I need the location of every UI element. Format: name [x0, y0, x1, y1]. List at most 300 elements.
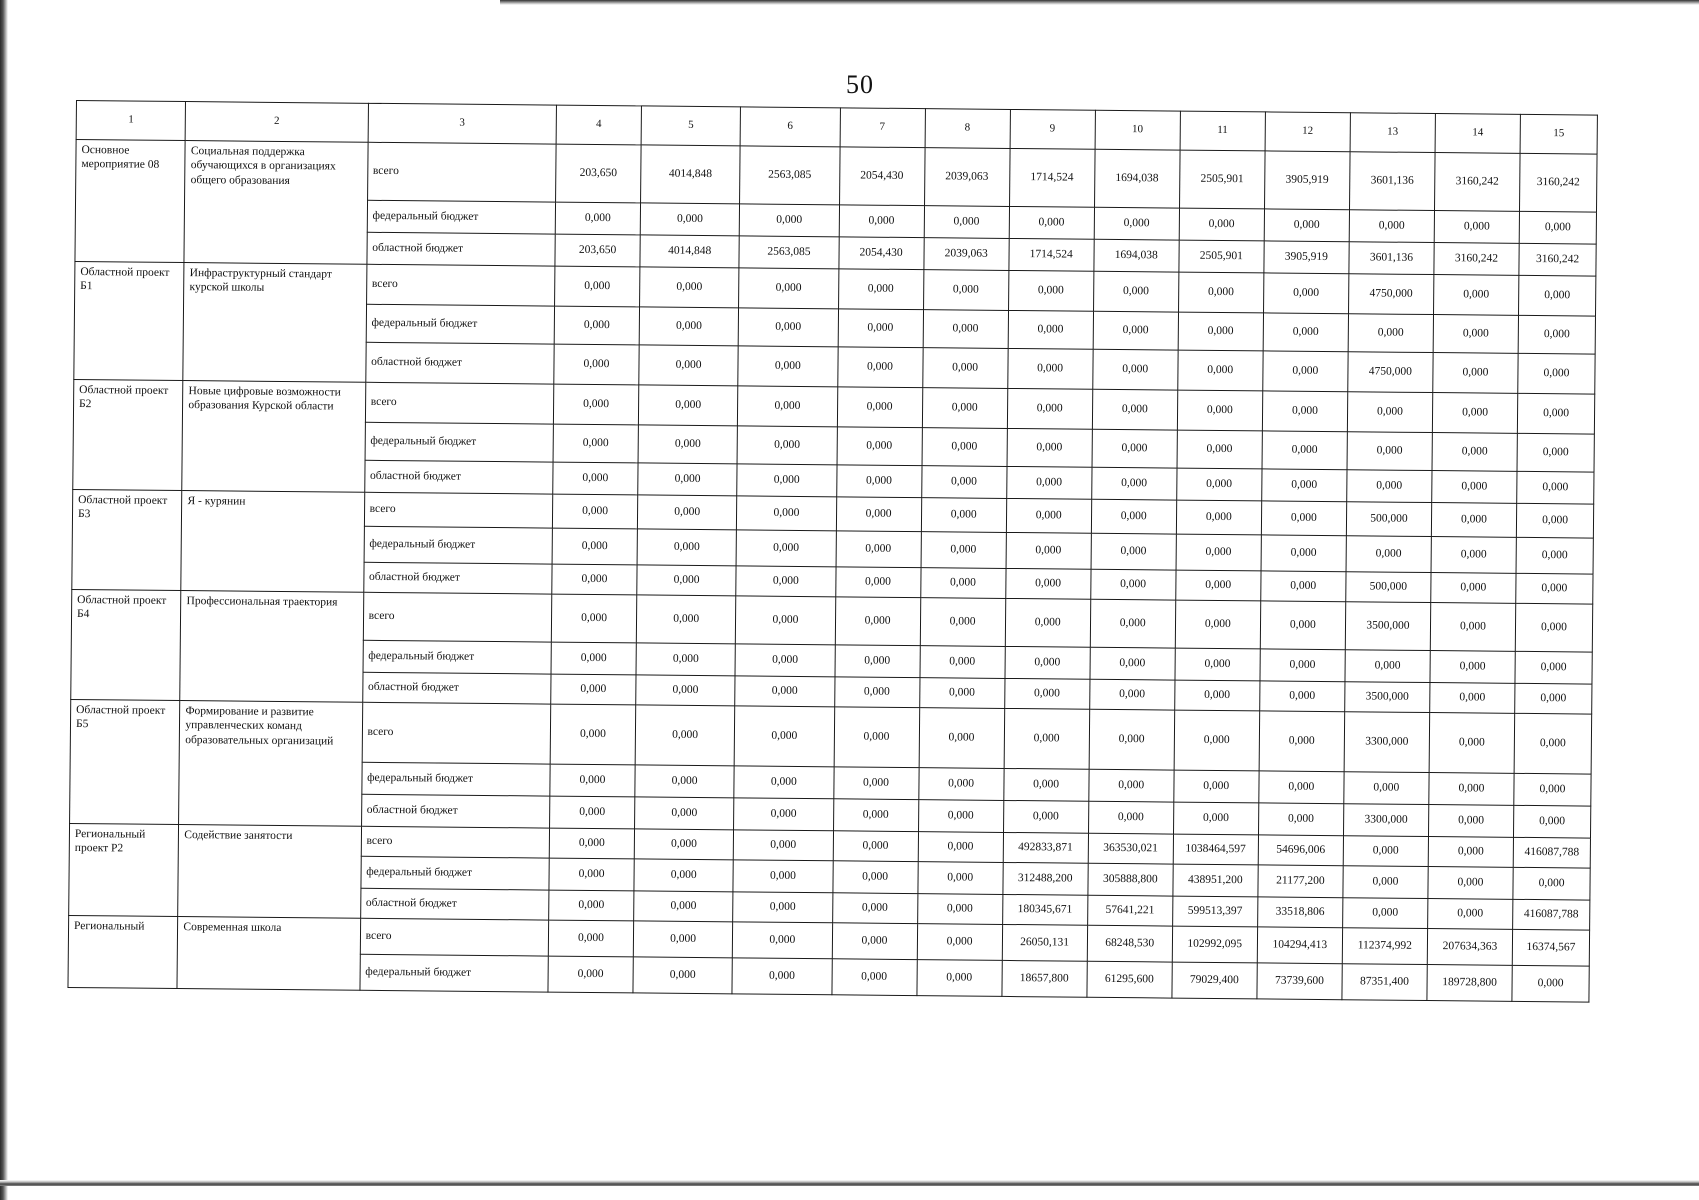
amount-cell: 0,000 — [917, 960, 1002, 997]
amount-cell: 0,000 — [1343, 836, 1428, 867]
amount-cell: 0,000 — [634, 891, 734, 922]
amount-cell: 500,000 — [1346, 502, 1431, 537]
amount-cell: 3601,136 — [1349, 152, 1435, 211]
amount-cell: 0,000 — [1092, 429, 1177, 468]
amount-cell: 0,000 — [1264, 209, 1349, 242]
amount-cell: 0,000 — [1430, 603, 1516, 652]
amount-cell: 0,000 — [832, 861, 917, 894]
amount-cell: 0,000 — [1429, 773, 1514, 806]
amount-cell: 0,000 — [639, 345, 739, 386]
amount-cell: 0,000 — [734, 706, 834, 767]
amount-cell: 0,000 — [1176, 534, 1261, 571]
amount-cell: 0,000 — [1514, 713, 1592, 774]
amount-cell: 2505,901 — [1179, 240, 1264, 273]
funding-source: федеральный бюджет — [364, 526, 553, 564]
amount-cell: 599513,397 — [1172, 896, 1257, 927]
amount-cell: 0,000 — [637, 529, 737, 566]
amount-cell: 0,000 — [1518, 275, 1595, 316]
funding-source: федеральный бюджет — [365, 422, 554, 462]
amount-cell: 0,000 — [1515, 603, 1592, 652]
amount-cell: 0,000 — [1006, 532, 1091, 569]
amount-cell: 0,000 — [734, 830, 834, 861]
funding-source: областной бюджет — [362, 672, 551, 704]
amount-cell: 0,000 — [1260, 649, 1345, 682]
program-name: Основное мероприятие 08 — [75, 140, 186, 263]
amount-cell: 0,000 — [835, 567, 920, 598]
amount-cell: 33518,806 — [1257, 897, 1342, 928]
column-header: 13 — [1350, 113, 1435, 153]
amount-cell: 0,000 — [838, 309, 923, 348]
amount-cell: 0,000 — [833, 767, 918, 800]
funding-source: федеральный бюджет — [363, 640, 552, 674]
funding-source: всего — [365, 382, 554, 424]
amount-cell: 0,000 — [1090, 647, 1175, 680]
amount-cell: 0,000 — [1517, 393, 1594, 434]
amount-cell: 21177,200 — [1258, 865, 1343, 898]
amount-cell: 0,000 — [1262, 431, 1347, 470]
amount-cell: 0,000 — [1178, 312, 1263, 351]
amount-cell: 500,000 — [1346, 572, 1431, 603]
amount-cell: 416087,788 — [1513, 837, 1590, 868]
amount-cell: 0,000 — [736, 566, 836, 597]
amount-cell: 0,000 — [735, 676, 835, 707]
amount-cell: 3300,000 — [1344, 712, 1430, 773]
amount-cell: 0,000 — [1516, 503, 1593, 538]
amount-cell: 0,000 — [1003, 768, 1088, 801]
amount-cell: 0,000 — [831, 959, 916, 996]
amount-cell: 3160,242 — [1434, 243, 1519, 276]
amount-cell: 0,000 — [735, 644, 835, 677]
amount-cell: 0,000 — [549, 890, 634, 921]
amount-cell: 416087,788 — [1513, 899, 1590, 930]
amount-cell: 0,000 — [1007, 388, 1092, 429]
amount-cell: 0,000 — [1432, 393, 1517, 434]
amount-cell: 305888,800 — [1088, 863, 1173, 896]
amount-cell: 0,000 — [732, 958, 832, 995]
amount-cell: 0,000 — [1431, 537, 1516, 574]
amount-cell: 0,000 — [1173, 802, 1258, 835]
amount-cell: 3160,242 — [1519, 243, 1596, 276]
amount-cell: 0,000 — [919, 708, 1005, 769]
amount-cell: 0,000 — [1093, 311, 1178, 350]
amount-cell: 0,000 — [837, 427, 922, 466]
column-header: 10 — [1095, 110, 1180, 150]
amount-cell: 0,000 — [921, 532, 1006, 569]
amount-cell: 68248,530 — [1087, 925, 1172, 962]
amount-cell: 0,000 — [733, 860, 833, 893]
amount-cell: 2039,063 — [924, 148, 1010, 207]
amount-cell: 203,650 — [555, 234, 640, 267]
amount-cell: 0,000 — [1179, 208, 1264, 241]
program-name: Областной проект Б3 — [72, 489, 182, 590]
amount-cell: 0,000 — [552, 528, 637, 565]
amount-cell: 0,000 — [1516, 537, 1593, 574]
amount-cell: 189728,800 — [1427, 965, 1512, 1002]
amount-cell: 0,000 — [1261, 501, 1346, 536]
amount-cell: 0,000 — [738, 346, 838, 387]
amount-cell: 4750,000 — [1348, 274, 1433, 315]
amount-cell: 0,000 — [1428, 899, 1513, 930]
amount-cell: 0,000 — [920, 598, 1006, 647]
column-header: 11 — [1180, 111, 1265, 151]
funding-source: областной бюджет — [360, 888, 549, 920]
amount-cell: 0,000 — [1518, 353, 1595, 394]
amount-cell: 1694,038 — [1094, 149, 1180, 208]
amount-cell: 1038464,597 — [1173, 834, 1258, 865]
amount-cell: 180345,671 — [1002, 894, 1087, 925]
amount-cell: 0,000 — [832, 923, 917, 960]
amount-cell: 0,000 — [1431, 503, 1516, 538]
amount-cell: 0,000 — [921, 466, 1006, 499]
amount-cell: 0,000 — [1347, 432, 1432, 471]
funding-source: областной бюджет — [363, 562, 552, 594]
amount-cell: 0,000 — [1429, 713, 1515, 774]
amount-cell: 1714,524 — [1009, 238, 1094, 271]
amount-cell: 2054,430 — [839, 147, 925, 206]
amount-cell: 0,000 — [734, 766, 834, 799]
amount-cell: 0,000 — [1178, 272, 1263, 313]
column-header: 2 — [185, 102, 368, 143]
amount-cell: 0,000 — [1007, 348, 1092, 389]
amount-cell: 0,000 — [921, 498, 1006, 533]
amount-cell: 4014,848 — [640, 235, 740, 268]
amount-cell: 0,000 — [833, 831, 918, 862]
amount-cell: 0,000 — [1094, 207, 1179, 240]
amount-cell: 0,000 — [1518, 315, 1595, 354]
amount-cell: 0,000 — [736, 530, 836, 567]
amount-cell: 16374,567 — [1512, 929, 1589, 966]
amount-cell: 0,000 — [1174, 710, 1260, 771]
amount-cell: 0,000 — [1006, 466, 1091, 499]
amount-cell: 0,000 — [1428, 805, 1513, 838]
amount-cell: 2563,085 — [740, 146, 840, 205]
amount-cell: 0,000 — [734, 798, 834, 831]
funding-source: федеральный бюджет — [360, 954, 549, 992]
amount-cell: 0,000 — [1516, 573, 1593, 604]
amount-cell: 0,000 — [1346, 536, 1431, 573]
program-description: Я - курянин — [181, 491, 364, 593]
program-description: Содействие занятости — [178, 825, 361, 919]
amount-cell: 0,000 — [1090, 599, 1176, 648]
amount-cell: 87351,400 — [1342, 964, 1427, 1001]
amount-cell: 3160,242 — [1434, 153, 1520, 212]
amount-cell: 0,000 — [1515, 651, 1592, 684]
amount-cell: 0,000 — [1088, 801, 1173, 834]
funding-source: областной бюджет — [364, 460, 553, 494]
amount-cell: 0,000 — [635, 765, 735, 798]
amount-cell: 0,000 — [1432, 471, 1517, 504]
amount-cell: 0,000 — [917, 924, 1002, 961]
amount-cell: 0,000 — [832, 893, 917, 924]
amount-cell: 0,000 — [1004, 678, 1089, 709]
amount-cell: 73739,600 — [1257, 963, 1342, 1000]
amount-cell: 0,000 — [836, 465, 921, 498]
amount-cell: 0,000 — [736, 596, 836, 645]
amount-cell: 0,000 — [637, 565, 737, 596]
amount-cell: 0,000 — [1091, 533, 1176, 570]
amount-cell: 2054,430 — [838, 237, 923, 270]
amount-cell: 0,000 — [837, 387, 922, 428]
amount-cell: 104294,413 — [1257, 927, 1342, 964]
amount-cell: 102992,095 — [1172, 926, 1257, 963]
amount-cell: 0,000 — [733, 892, 833, 923]
amount-cell: 0,000 — [1008, 310, 1093, 349]
amount-cell: 0,000 — [1430, 651, 1515, 684]
amount-cell: 0,000 — [1513, 867, 1590, 900]
amount-cell: 0,000 — [1005, 646, 1090, 679]
amount-cell: 0,000 — [636, 643, 736, 676]
funding-source: всего — [364, 492, 553, 528]
scan-border-top — [500, 0, 1699, 5]
amount-cell: 0,000 — [1434, 211, 1519, 244]
funding-source: федеральный бюджет — [361, 762, 550, 796]
funding-source: всего — [363, 592, 552, 642]
budget-table-body — [68, 101, 1597, 1003]
amount-cell: 0,000 — [635, 705, 735, 766]
amount-cell: 0,000 — [638, 463, 738, 496]
amount-cell: 0,000 — [918, 768, 1003, 801]
amount-cell: 0,000 — [1512, 965, 1589, 1002]
amount-cell: 0,000 — [737, 496, 837, 531]
funding-source: федеральный бюджет — [367, 200, 556, 234]
amount-cell: 0,000 — [636, 675, 736, 706]
scan-border-bottom — [0, 1180, 1699, 1186]
amount-cell: 0,000 — [1433, 353, 1518, 394]
amount-cell: 0,000 — [1428, 867, 1513, 900]
column-header: 5 — [641, 106, 741, 146]
amount-cell: 0,000 — [1343, 866, 1428, 899]
amount-cell: 1694,038 — [1094, 239, 1179, 272]
column-header: 15 — [1520, 114, 1597, 154]
column-header: 3 — [368, 103, 557, 144]
program-description: Социальная поддержка обучающихся в организациях общего образования — [184, 141, 367, 265]
amount-cell: 0,000 — [1089, 709, 1175, 770]
scan-border-left — [0, 0, 8, 1200]
amount-cell: 0,000 — [1175, 648, 1260, 681]
amount-cell: 0,000 — [737, 426, 837, 465]
program-name: Областной проект Б5 — [70, 699, 181, 824]
amount-cell: 0,000 — [1513, 805, 1590, 838]
amount-cell: 0,000 — [1006, 498, 1091, 533]
program-description: Современная школа — [177, 917, 360, 991]
column-header: 4 — [556, 105, 641, 145]
amount-cell: 0,000 — [1004, 708, 1090, 769]
column-header: 12 — [1265, 112, 1350, 152]
amount-cell: 3905,919 — [1264, 241, 1349, 274]
amount-cell: 18657,800 — [1002, 960, 1087, 997]
amount-cell: 0,000 — [1174, 680, 1259, 711]
amount-cell: 0,000 — [1263, 273, 1348, 314]
amount-cell: 0,000 — [1089, 769, 1174, 802]
amount-cell: 0,000 — [835, 597, 921, 646]
amount-cell: 363530,021 — [1088, 833, 1173, 864]
funding-source: всего — [361, 826, 550, 858]
amount-cell: 0,000 — [1430, 683, 1515, 714]
page-number: 50 — [846, 70, 874, 99]
amount-cell: 0,000 — [837, 347, 922, 388]
program-name: Областной проект Б2 — [73, 379, 183, 490]
amount-cell: 0,000 — [548, 920, 633, 957]
amount-cell: 0,000 — [920, 646, 1005, 679]
amount-cell: 0,000 — [639, 307, 739, 346]
amount-cell: 207634,363 — [1427, 929, 1512, 966]
funding-source: всего — [367, 142, 556, 202]
column-header: 7 — [840, 108, 925, 148]
amount-cell: 0,000 — [550, 704, 636, 765]
funding-source: областной бюджет — [367, 232, 556, 266]
amount-cell: 0,000 — [1344, 772, 1429, 805]
amount-cell: 0,000 — [553, 384, 638, 425]
amount-cell: 0,000 — [1261, 571, 1346, 602]
amount-cell: 0,000 — [1176, 570, 1261, 601]
amount-cell: 0,000 — [917, 862, 1002, 895]
amount-cell: 0,000 — [1262, 391, 1347, 432]
funding-source: федеральный бюджет — [361, 856, 550, 890]
amount-cell: 0,000 — [919, 678, 1004, 709]
amount-cell: 0,000 — [834, 677, 919, 708]
amount-cell: 0,000 — [1177, 430, 1262, 469]
amount-cell: 0,000 — [922, 388, 1007, 429]
budget-table — [67, 100, 1597, 1003]
amount-cell: 0,000 — [922, 348, 1007, 389]
amount-cell: 0,000 — [1349, 210, 1434, 243]
amount-cell: 57641,221 — [1087, 895, 1172, 926]
amount-cell: 0,000 — [1176, 468, 1261, 501]
amount-cell: 0,000 — [839, 205, 924, 238]
amount-cell: 0,000 — [1345, 650, 1430, 683]
amount-cell: 0,000 — [834, 645, 919, 678]
amount-cell: 0,000 — [555, 202, 640, 235]
amount-cell: 0,000 — [1431, 573, 1516, 604]
amount-cell: 0,000 — [551, 674, 636, 705]
program-name: Областной проект Б1 — [74, 261, 184, 380]
amount-cell: 3905,919 — [1264, 151, 1350, 210]
amount-cell: 0,000 — [638, 425, 738, 464]
budget-sheet — [67, 100, 1597, 1003]
amount-cell: 0,000 — [1175, 600, 1261, 649]
amount-cell: 0,000 — [640, 267, 740, 308]
amount-cell: 0,000 — [1009, 206, 1094, 239]
amount-cell: 0,000 — [1092, 349, 1177, 390]
amount-cell: 0,000 — [1093, 271, 1178, 312]
funding-source: областной бюджет — [361, 794, 550, 828]
amount-cell: 3500,000 — [1345, 682, 1430, 713]
amount-cell: 0,000 — [1262, 469, 1347, 502]
amount-cell: 0,000 — [551, 642, 636, 675]
amount-cell: 0,000 — [1348, 314, 1433, 353]
amount-cell: 0,000 — [833, 799, 918, 832]
amount-cell: 0,000 — [922, 428, 1007, 467]
amount-cell: 0,000 — [1089, 679, 1174, 710]
amount-cell: 0,000 — [549, 858, 634, 891]
program-description: Формирование и развитие управленческих команд образовательных организаций — [179, 701, 362, 827]
amount-cell: 0,000 — [553, 424, 638, 463]
column-header: 14 — [1435, 114, 1520, 154]
amount-cell: 0,000 — [552, 564, 637, 595]
amount-cell: 438951,200 — [1173, 864, 1258, 897]
amount-cell: 0,000 — [1259, 711, 1345, 772]
amount-cell: 0,000 — [1260, 601, 1346, 650]
amount-cell: 0,000 — [834, 707, 920, 768]
amount-cell: 26050,131 — [1002, 924, 1087, 961]
amount-cell: 2505,901 — [1179, 150, 1265, 209]
amount-cell: 0,000 — [836, 531, 921, 568]
amount-cell: 0,000 — [550, 764, 635, 797]
column-header: 8 — [925, 109, 1010, 149]
funding-source: областной бюджет — [365, 342, 554, 384]
amount-cell: 2563,085 — [739, 236, 839, 269]
amount-cell: 3160,242 — [1519, 153, 1597, 212]
amount-cell: 0,000 — [1433, 315, 1518, 354]
amount-cell: 0,000 — [1263, 351, 1348, 392]
program-name: Региональный проект Р2 — [69, 823, 179, 916]
amount-cell: 0,000 — [1091, 467, 1176, 500]
amount-cell: 0,000 — [923, 270, 1008, 311]
amount-cell: 54696,006 — [1258, 835, 1343, 866]
amount-cell: 0,000 — [737, 464, 837, 497]
amount-cell: 0,000 — [636, 595, 736, 644]
amount-cell: 0,000 — [1177, 390, 1262, 431]
amount-cell: 0,000 — [1432, 433, 1517, 472]
amount-cell: 0,000 — [634, 859, 734, 892]
amount-cell: 0,000 — [637, 495, 737, 530]
amount-cell: 203,650 — [556, 144, 642, 203]
program-name: Региональный — [68, 915, 178, 988]
amount-cell: 0,000 — [633, 921, 733, 958]
amount-cell: 112374,992 — [1342, 928, 1427, 965]
amount-cell: 0,000 — [1519, 211, 1596, 244]
amount-cell: 3500,000 — [1345, 602, 1431, 651]
amount-cell: 3601,136 — [1349, 242, 1434, 275]
amount-cell: 0,000 — [1514, 773, 1591, 806]
amount-cell: 0,000 — [1091, 499, 1176, 534]
amount-cell: 0,000 — [918, 832, 1003, 863]
amount-cell: 0,000 — [1515, 683, 1592, 714]
amount-cell: 0,000 — [924, 206, 1009, 239]
program-name: Областной проект Б4 — [71, 589, 181, 700]
amount-cell: 0,000 — [1263, 313, 1348, 352]
amount-cell: 0,000 — [1347, 392, 1432, 433]
column-header: 6 — [740, 107, 840, 147]
amount-cell: 0,000 — [552, 494, 637, 529]
amount-cell: 1714,524 — [1009, 148, 1095, 207]
column-header: 1 — [76, 101, 186, 141]
amount-cell: 0,000 — [1259, 771, 1344, 804]
amount-cell: 0,000 — [1174, 770, 1259, 803]
amount-cell: 3300,000 — [1343, 804, 1428, 837]
amount-cell: 0,000 — [1092, 389, 1177, 430]
amount-cell: 0,000 — [555, 266, 640, 307]
amount-cell: 0,000 — [550, 796, 635, 829]
amount-cell: 0,000 — [1090, 569, 1175, 600]
amount-cell: 0,000 — [638, 385, 738, 426]
amount-cell: 4014,848 — [641, 145, 741, 204]
amount-cell: 0,000 — [633, 957, 733, 994]
amount-cell: 0,000 — [1176, 500, 1261, 535]
amount-cell: 0,000 — [549, 828, 634, 859]
amount-cell: 0,000 — [1517, 433, 1594, 472]
amount-cell: 79029,400 — [1172, 962, 1257, 999]
amount-cell: 0,000 — [739, 204, 839, 237]
program-description: Новые цифровые возможности образования Курской области — [182, 381, 365, 493]
amount-cell: 0,000 — [1428, 837, 1513, 868]
amount-cell: 0,000 — [1258, 803, 1343, 836]
amount-cell: 312488,200 — [1003, 862, 1088, 895]
amount-cell: 0,000 — [1347, 470, 1432, 503]
funding-source: всего — [362, 702, 551, 764]
amount-cell: 0,000 — [838, 269, 923, 310]
amount-cell: 0,000 — [1005, 568, 1090, 599]
